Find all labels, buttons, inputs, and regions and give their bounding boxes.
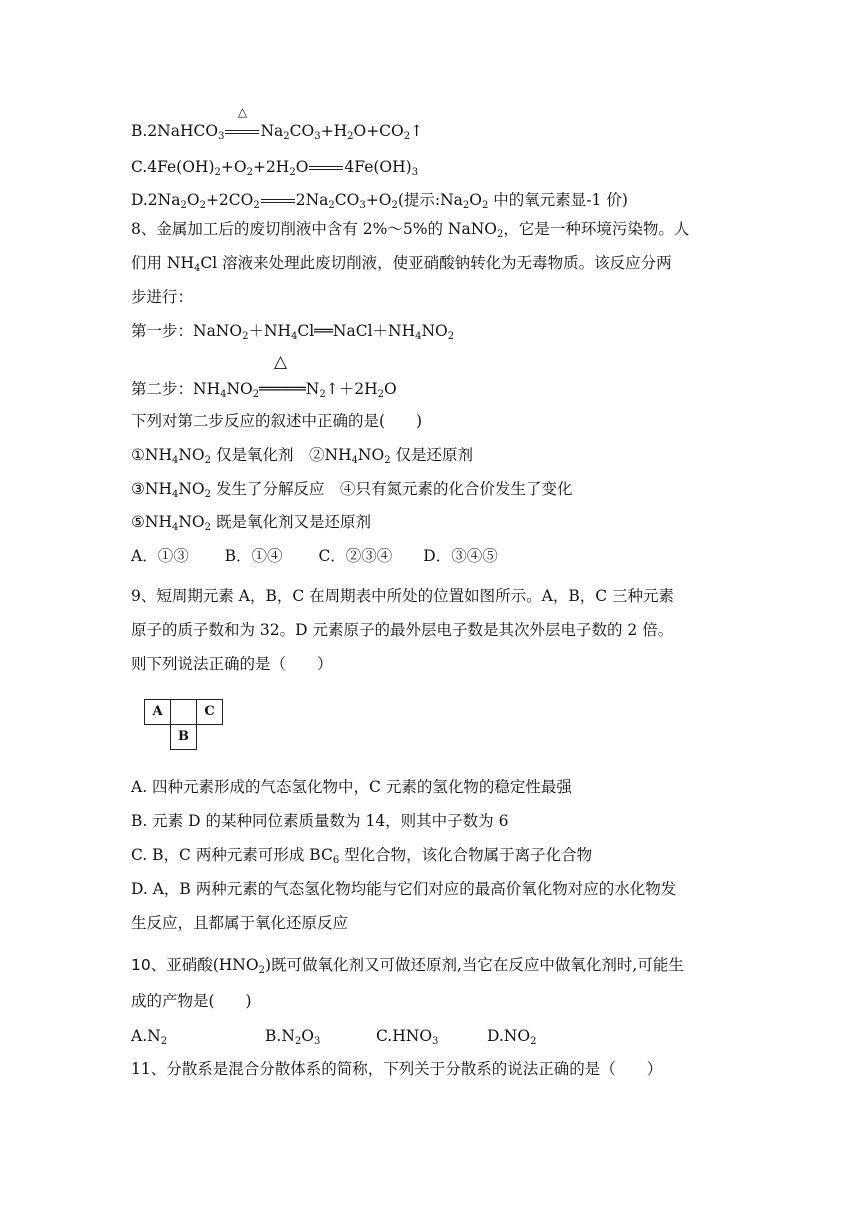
q8-choices: A．①③ B．①④ C．②③④ D．③④⑤	[131, 547, 498, 565]
q8-question: 下列对第二步反应的叙述中正确的是( )	[131, 412, 423, 430]
q9-option-c: C. B，C 两种元素可形成 $BC_6$ 型化合物，该化合物属于离子化合物	[131, 846, 593, 866]
periodic-table-figure	[144, 699, 228, 753]
q8-options-2: $③NH_4NO_2$ 发生了分解反应 ④只有氮元素的化合价发生了变化	[131, 480, 573, 500]
equals-sign	[309, 157, 343, 177]
q9-option-d-2: 生反应，且都属于氧化还原反应	[131, 914, 349, 932]
q9-option-b: B. 元素 D 的某种同位素质量数为 14，则其中子数为 6	[131, 812, 509, 830]
q9-line-2: 原子的质子数和为 32。D 元素原子的最外层电子数是其次外层电子数的 2 倍。	[131, 621, 674, 639]
q8-line-3: 步进行：	[131, 288, 194, 306]
q8-step-1: 第一步：$NaNO_2+NH_4Cl══NaCl+NH_4NO_2$	[131, 322, 455, 342]
q10-line-1: 10、亚硝酸$(HNO_2)$既可做氧化剂又可做还原剂,当它在反应中做氧化剂时,可能生	[131, 956, 684, 976]
q11-line-1: 11、分散系是混合分散体系的简称，下列关于分散系的说法正确的是（ ）	[131, 1060, 663, 1078]
q8-step-2: 第二步：$NH_4NO_2═════N_2↑+2H_2O$	[131, 380, 397, 400]
heat-equals-sign: △	[225, 121, 259, 141]
equals-sign	[261, 190, 295, 210]
q9-option-a: A. 四种元素形成的气态氢化物中，C 元素的氢化物的稳定性最强	[131, 778, 572, 796]
q10-line-2: 成的产物是( )	[131, 992, 252, 1010]
q9-line-1: 9、短周期元素 A，B，C 在周期表中所处的位置如图所示。A，B，C 三种元素	[131, 587, 675, 605]
q8-line-1: 8、金属加工后的废切削液中含有 2%～5%的 NaNO$_2$，它是一种环境污染物。人	[131, 220, 690, 240]
q8-options-3: $⑤NH_4NO_2$ 既是氧化剂又是还原剂	[131, 513, 371, 533]
reaction-c: $C.4Fe(OH)_2+O_2+2H_2O$ $4Fe(OH)_3$	[131, 158, 419, 178]
heat-triangle-icon: △	[274, 352, 288, 372]
q8-options-1: $①NH_4NO_2$ 仅是氧化剂 $②NH_4NO_2$ 仅是还原剂	[131, 446, 473, 466]
cell-c: C	[196, 699, 223, 725]
q9-option-d-1: D. A，B 两种元素的气态氢化物均能与它们对应的最高价氧化物对应的水化物发	[131, 880, 677, 898]
q8-line-2: 们用 $NH_4Cl$ 溶液来处理此废切削液，使亚硝酸钠转化为无毒物质。该反应分两	[131, 254, 672, 274]
reaction-b: B.2NaHCO$_3$ △ $Na_2CO_3+H_2O+CO_2↑$	[131, 105, 424, 142]
q10-choices: $A.N_2$ $B.N_2O_3$ $C.HNO_3$ $D.NO_2$	[131, 1027, 537, 1047]
q9-line-3: 则下列说法正确的是（ ）	[131, 655, 333, 673]
cell-a: A	[144, 699, 171, 725]
cell-empty	[170, 699, 197, 725]
cell-b: B	[170, 724, 197, 750]
reaction-d: $D.2Na_2O_2+2CO_2$ $2Na_2CO_3+O_2$(提示$:Na_2O_2$ 中的氧元素显-1 价)	[131, 191, 628, 211]
